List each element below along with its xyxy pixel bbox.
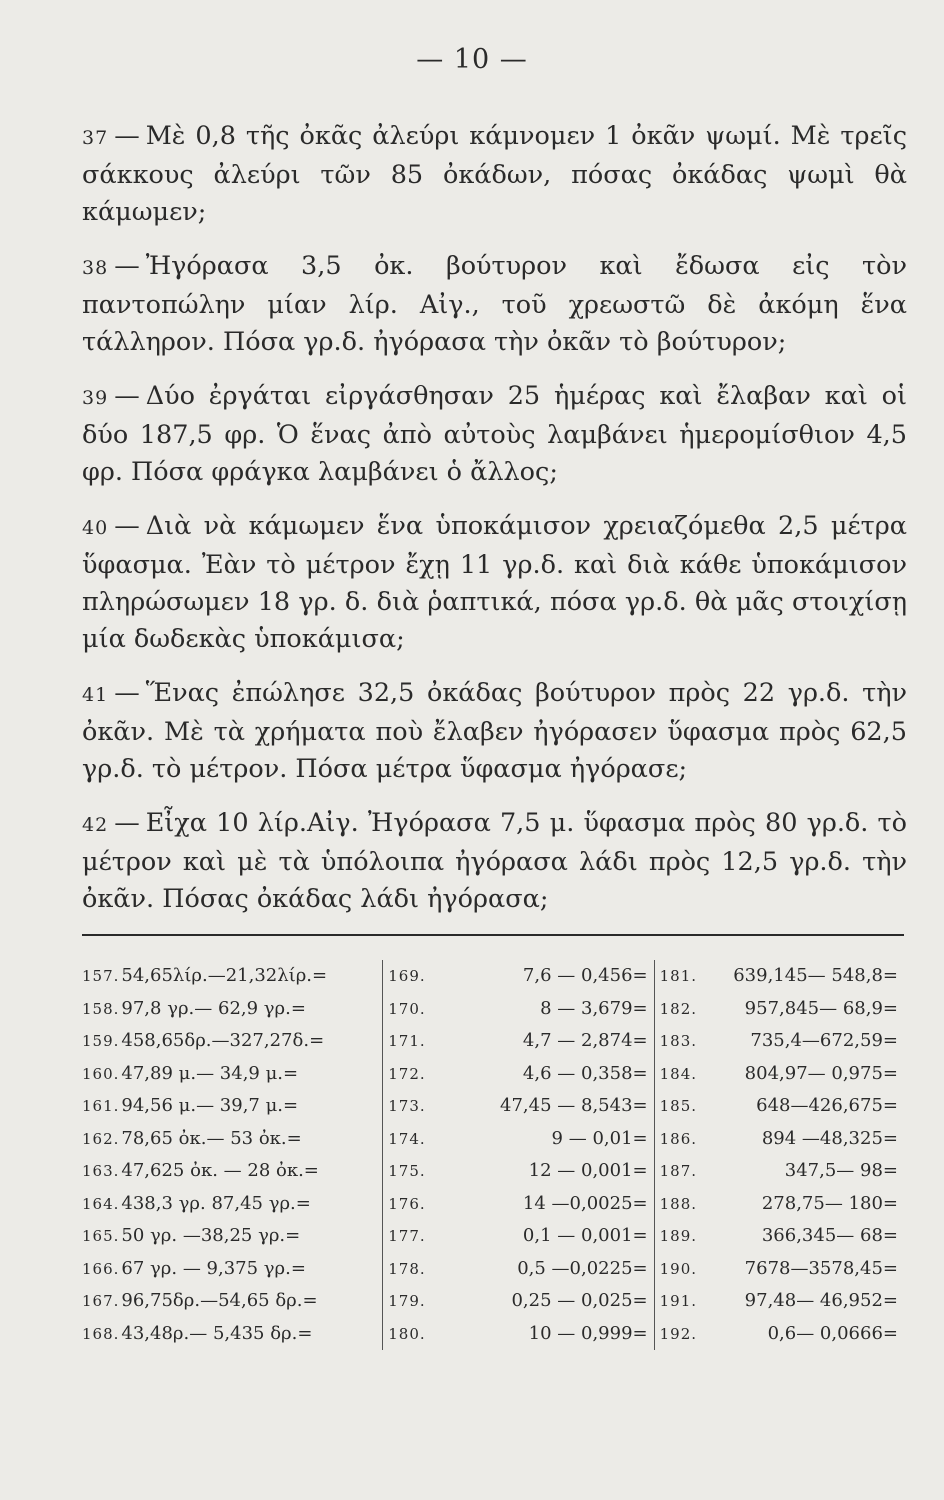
answer-number: 161. (82, 1097, 120, 1115)
problem-42: 42 — Εἶχα 10 λίρ.Αἰγ. Ἠγόρασα 7,5 μ. ὕφασμα πρὸς 80 γρ.δ. τὸ μέτρον καὶ μὲ τὰ ὑπόλοιπα ἠγόρασα λάδι πρὸς 12,5 γρ.δ. τὴν ὀκᾶν. Πόσας ὀκάδας λάδι ἠγόρασα; (82, 808, 907, 914)
problem-text: Διὰ νὰ κάμωμεν ἕνα ὑποκάμισον χρειαζόμεθα 2,5 μέτρα ὕφασμα. Ἐὰν τὸ μέτρον ἔχῃ 11 γρ.δ. καὶ διὰ κάθε ὑποκάμισον πληρώσωμεν 18 γρ. δ. διὰ ῥαπτικά, πόσα γρ.δ. θὰ μᾶς στοιχίσῃ μία δωδεκὰς ὑποκάμισα; (82, 511, 907, 654)
answer-row (388, 1285, 653, 1318)
answer-row (82, 1253, 382, 1286)
answer-row (82, 1058, 382, 1091)
answer-value: 7678—3578,45= (744, 1257, 898, 1279)
problem-37: 37 — Μὲ 0,8 τῆς ὀκᾶς ἀλεύρι κάμνομεν 1 ὀκᾶν ψωμί. Μὲ τρεῖς σάκκους ἀλεύρι τῶν 85 ὀκάδων, πόσας ὀκάδας ψωμὶ θὰ κάμωμεν; (82, 121, 907, 227)
answer-row (660, 1025, 904, 1058)
answer-value: 366,345— 68= (761, 1225, 898, 1246)
answer-value: 347,5— 98= (784, 1160, 898, 1181)
answer-value: 735,4—672,59= (750, 1030, 898, 1051)
answer-value: 458,65δρ.—327,27δ.= (121, 1030, 325, 1051)
answer-row (660, 1123, 904, 1156)
answer-number: 167. (82, 1292, 120, 1310)
answer-number: 157. (82, 967, 120, 985)
problem-number: 40 (82, 517, 109, 539)
answer-value: 804,97— 0,975= (744, 1062, 898, 1084)
answer-value: 278,75— 180= (761, 1192, 898, 1214)
answer-number: 173. (388, 1097, 426, 1115)
answer-number: 177. (388, 1227, 426, 1245)
answer-number: 186. (659, 1129, 698, 1148)
problem-text: Εἶχα 10 λίρ.Αἰγ. Ἠγόρασα 7,5 μ. ὕφασμα πρὸς 80 γρ.δ. τὸ μέτρον καὶ μὲ τὰ ὑπόλοιπα ἠγόρασα λάδι πρὸς 12,5 γρ.δ. τὴν ὀκᾶν. Πόσας ὀκάδας λάδι ἠγόρασα; (82, 808, 907, 914)
answer-value: 96,75δρ.—54,65 δρ.= (121, 1290, 318, 1311)
answer-row (660, 1318, 904, 1351)
answer-row (660, 1058, 904, 1091)
answer-value: 94,56 μ.— 39,7 μ.= (121, 1095, 299, 1116)
answer-row (388, 1155, 653, 1188)
answer-table (82, 960, 904, 1350)
answer-number: 180. (388, 1324, 426, 1343)
problem-number: 41 (82, 684, 109, 706)
answer-value: 894 —48,325= (761, 1127, 898, 1149)
answer-value: 0,1 — 0,001= (522, 1225, 648, 1246)
answer-number: 176. (388, 1194, 426, 1213)
answer-value: 4,7 — 2,874= (522, 1030, 648, 1051)
answer-value: 7,6 — 0,456= (522, 965, 648, 986)
answer-row (660, 1155, 904, 1188)
answer-value: 43,48ρ.— 5,435 δρ.= (121, 1322, 313, 1344)
answer-value: 78,65 ὀκ.— 53 ὀκ.= (121, 1127, 302, 1149)
answer-number: 182. (659, 999, 698, 1018)
answer-value: 639,145— 548,8= (733, 965, 898, 986)
answer-value: 8 — 3,679= (540, 997, 648, 1019)
answer-row (388, 1025, 653, 1058)
answer-value: 957,845— 68,9= (744, 997, 898, 1019)
answer-number: 179. (388, 1292, 426, 1310)
section-divider (82, 934, 904, 936)
page-number: — 10 — (416, 44, 528, 75)
answer-row (660, 960, 904, 993)
problem-41: 41 — Ἕνας ἐπώλησε 32,5 ὀκάδας βούτυρον πρὸς 22 γρ.δ. τὴν ὀκᾶν. Μὲ τὰ χρήματα ποὺ ἔλαβεν ἠγόρασεν ὕφασμα πρὸς 62,5 γρ.δ. τὸ μέτρον. Πόσα μέτρα ὕφασμα ἠγόρασε; (82, 678, 907, 784)
answer-value: 47,625 ὀκ. — 28 ὀκ.= (121, 1160, 319, 1181)
answer-number: 185. (659, 1097, 698, 1115)
answer-value: 0,25 — 0,025= (511, 1290, 648, 1311)
answer-value: 14 —0,0025= (522, 1192, 648, 1214)
problem-number: 38 (82, 257, 109, 279)
answer-row (82, 960, 382, 993)
answer-value: 0,6— 0,0666= (767, 1322, 898, 1344)
answer-number: 165. (82, 1227, 120, 1245)
answer-value: 47,45 — 8,543= (500, 1095, 648, 1116)
answer-number: 158. (82, 999, 120, 1018)
answer-value: 97,48— 46,952= (744, 1290, 898, 1311)
answer-column-1 (82, 960, 383, 1350)
answer-row (82, 993, 382, 1026)
answer-value: 67 γρ. — 9,375 γρ.= (121, 1257, 306, 1279)
answer-row (660, 1090, 904, 1123)
answer-number: 184. (659, 1064, 698, 1083)
answer-row (660, 993, 904, 1026)
problem-number: 42 (82, 814, 109, 836)
answer-value: 47,89 μ.— 34,9 μ.= (121, 1062, 299, 1084)
answer-row (388, 1220, 653, 1253)
answer-number: 169. (388, 967, 426, 985)
answer-value: 10 — 0,999= (528, 1322, 648, 1344)
answer-number: 181. (659, 967, 698, 985)
answer-row (82, 1285, 382, 1318)
answer-number: 163. (82, 1162, 120, 1180)
problem-list (82, 118, 907, 935)
answer-row (388, 1318, 653, 1351)
answer-column-2 (383, 960, 654, 1350)
problem-text: Δύο ἐργάται εἰργάσθησαν 25 ἡμέρας καὶ ἔλαβαν καὶ οἱ δύο 187,5 φρ. Ὁ ἕνας ἀπὸ αὐτοὺς λαμβάνει ἡμερομίσθιον 4,5 φρ. Πόσα φράγκα λαμβάνει ὁ ἄλλος; (82, 381, 907, 487)
problem-38: 38 — Ἠγόρασα 3,5 ὀκ. βούτυρον καὶ ἔδωσα εἰς τὸν παντοπώλην μίαν λίρ. Αἰγ., τοῦ χρεωστῶ δὲ ἀκόμη ἕνα τάλληρον. Πόσα γρ.δ. ἠγόρασα τὴν ὀκᾶν τὸ βούτυρον; (82, 251, 907, 357)
answer-column-3 (655, 960, 904, 1350)
answer-row (388, 960, 653, 993)
answer-number: 162. (82, 1129, 120, 1148)
answer-number: 189. (659, 1227, 698, 1245)
answer-row (82, 1188, 382, 1221)
problem-text: Μὲ 0,8 τῆς ὀκᾶς ἀλεύρι κάμνομεν 1 ὀκᾶν ψωμί. Μὲ τρεῖς σάκκους ἀλεύρι τῶν 85 ὀκάδων, πόσας ὀκάδας ψωμὶ θὰ κάμωμεν; (82, 121, 907, 227)
answer-row (660, 1188, 904, 1221)
answer-number: 178. (388, 1259, 426, 1278)
answer-value: 9 — 0,01= (551, 1127, 648, 1149)
answer-number: 159. (82, 1032, 120, 1050)
answer-number: 171. (388, 1032, 426, 1050)
answer-row (660, 1253, 904, 1286)
problem-text: Ἕνας ἐπώλησε 32,5 ὀκάδας βούτυρον πρὸς 22 γρ.δ. τὴν ὀκᾶν. Μὲ τὰ χρήματα ποὺ ἔλαβεν ἠγόρασεν ὕφασμα πρὸς 62,5 γρ.δ. τὸ μέτρον. Πόσα μέτρα ὕφασμα ἠγόρασε; (82, 678, 907, 784)
answer-row (82, 1025, 382, 1058)
answer-number: 192. (659, 1324, 698, 1343)
answer-number: 174. (388, 1129, 426, 1148)
answer-value: 97,8 γρ.— 62,9 γρ.= (121, 997, 306, 1019)
answer-number: 168. (82, 1324, 120, 1343)
answer-value: 12 — 0,001= (528, 1160, 648, 1181)
answer-row (388, 1123, 653, 1156)
answer-row (388, 1253, 653, 1286)
answer-value: 0,5 —0,0225= (517, 1257, 648, 1279)
problem-number: 39 (82, 387, 109, 409)
answer-number: 160. (82, 1064, 120, 1083)
answer-row (82, 1090, 382, 1123)
problem-number: 37 (82, 127, 109, 149)
answer-row (82, 1318, 382, 1351)
answer-number: 166. (82, 1259, 120, 1278)
answer-row (388, 993, 653, 1026)
answer-value: 648—426,675= (756, 1095, 898, 1116)
answer-value: 438,3 γρ. 87,45 γρ.= (121, 1192, 311, 1214)
answer-row (82, 1123, 382, 1156)
answer-row (388, 1090, 653, 1123)
answer-value: 4,6 — 0,358= (522, 1062, 648, 1084)
answer-number: 175. (388, 1162, 426, 1180)
answer-value: 54,65λίρ.—21,32λίρ.= (121, 965, 328, 986)
answer-number: 190. (659, 1259, 698, 1278)
problem-40: 40 — Διὰ νὰ κάμωμεν ἕνα ὑποκάμισον χρειαζόμεθα 2,5 μέτρα ὕφασμα. Ἐὰν τὸ μέτρον ἔχῃ 11 γρ.δ. καὶ διὰ κάθε ὑποκάμισον πληρώσωμεν 18 γρ. δ. διὰ ῥαπτικά, πόσα γρ.δ. θὰ μᾶς στοιχίσῃ μία δωδεκὰς ὑποκάμισα; (82, 511, 907, 654)
answer-number: 170. (388, 999, 426, 1018)
answer-row (388, 1058, 653, 1091)
answer-value: 50 γρ. —38,25 γρ.= (121, 1225, 301, 1246)
answer-number: 191. (659, 1292, 698, 1310)
answer-number: 188. (659, 1194, 698, 1213)
answer-number: 183. (659, 1032, 698, 1050)
answer-row (660, 1220, 904, 1253)
answer-row (82, 1220, 382, 1253)
problem-text: Ἠγόρασα 3,5 ὀκ. βούτυρον καὶ ἔδωσα εἰς τὸν παντοπώλην μίαν λίρ. Αἰγ., τοῦ χρεωστῶ δὲ ἀκόμη ἕνα τάλληρον. Πόσα γρ.δ. ἠγόρασα τὴν ὀκᾶν τὸ βούτυρον; (82, 251, 907, 357)
answer-row (660, 1285, 904, 1318)
answer-row (388, 1188, 653, 1221)
answer-row (82, 1155, 382, 1188)
answer-number: 172. (388, 1064, 426, 1083)
answer-number: 187. (659, 1162, 698, 1180)
problem-39: 39 — Δύο ἐργάται εἰργάσθησαν 25 ἡμέρας καὶ ἔλαβαν καὶ οἱ δύο 187,5 φρ. Ὁ ἕνας ἀπὸ αὐτοὺς λαμβάνει ἡμερομίσθιον 4,5 φρ. Πόσα φράγκα λαμβάνει ὁ ἄλλος; (82, 381, 907, 487)
answer-number: 164. (82, 1194, 120, 1213)
